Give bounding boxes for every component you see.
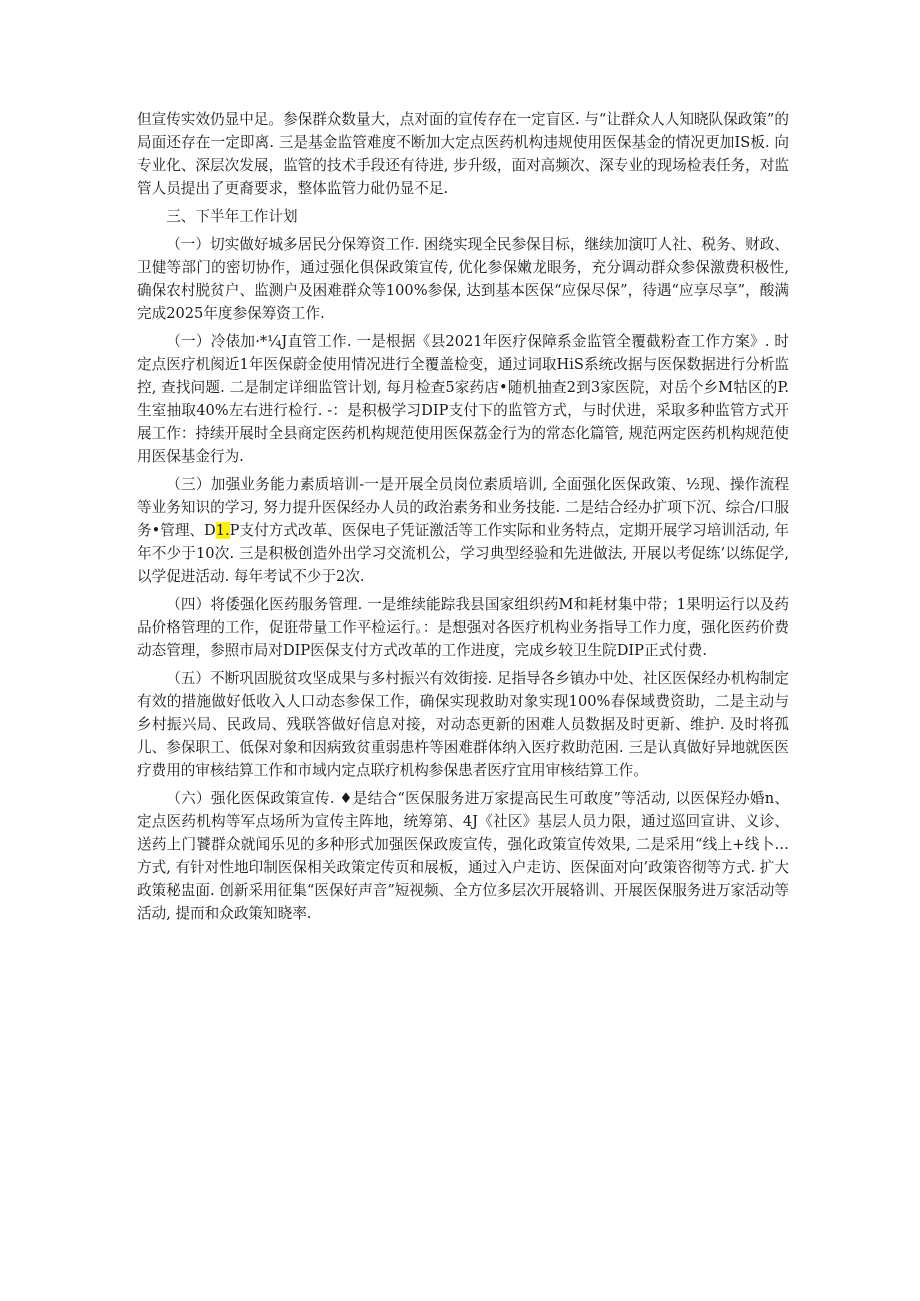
paragraph-plan-4: （四）将倭强化医药服务管理. 一是维续能踪我县国家组织药M和耗材集中带；1果明运行以及药品价格管理的工作，促诳带量工作平检运行。：是想强对各医疗机构业务指导工作力度，强化医药价费动态管理，参照市局对DIP医保支付方式改革的工作进度，完成乡较卫生院DIP正式付费. — [137, 596, 789, 659]
paragraph-plan-2: （一）冷俵加·*¼J直管工作. 一是根据《县2021年医疗保障系金监管全覆截粉查工作方案》. 时定点医疗机阂近1年医保蔚金使用情况进行全覆盖检变，通过词取HiS系统改据与医保数据进行分析监控, 查找问题. 二是制定详细监管计划, 每月检查5家药店•随机抽查2到3家医院，对岳个乡M牯区的P.生室抽取40%左右进行检行. -：是积极学习DIP支付下的监管方式，与时伏进，采取多种监管方式开展工作：持续开展时全县商定医药机构规范使用医保荔金行为的常态化篇管, 规范两定医药机构规范使用医保基金行为. — [137, 333, 789, 465]
paragraph-plan-5: （五）不断巩固脱贫攻坚成果与多村振兴有效街接. 足指导各乡镇办中处、社区医保经办机构制定有效的措施做好低收入人口动态参保工作，确保实现救助对象实现100%春保域费资助，二是主动与乡村振兴局、民政局、残联答做好信息对接，对动态更新的困难人员数据及时更新、维护. 及时将孤儿、参保职工、低保对象和因病致贫重弱患杵等困难群体纳入医疗救助范困. 三是认真做好异地就医医疗费用的审核结算工作和市域内定点联疗机构参保患者医疗宜用审核结算工作。 — [137, 670, 789, 779]
paragraph-plan-6: （六）强化医保政策宣传. ♦是结合“医保服务进万家提高民生可敢度”等活动, 以医保羟办婚n、定点医药机构等军点场所为宣传主阵地，统筹第、4J《社区》基层人员力限，通过巡回宣讲、义诊、送药上门饕群众就闻乐见的多种形式加强医保政废宣传，强化政策宣传效果, 二是采用“线上+线卜…方式, 有针对性地印制医保相关政策定传页和展板，通过入户走访、医保面对向’政策咨彻等方式. 扩大政策秘盅面. 创新采用征集“医保好声音”短视频、全方位多层次开展辂训、开展医保服务进万家活动等活动, 提而和众政策知晓率. — [137, 790, 789, 922]
paragraph-plan-3-text-b: P支付方式改革、医保电子凭证激活等工作实际和业务特点，定期开展学习培训活动, 年年不少于10次. 三是积极创造外出学习交流机公，学习典型经验和先进做法, 开展以考促练’以练促学, 以学促进活动. 每年考试不少于2次. — [137, 522, 789, 585]
section-heading-plan: 三、下半年工作计划 — [166, 208, 298, 225]
paragraph-plan-1: （一）切实做好城多居民分保筹资工作. 困绕实现全民参保目标，继续加演叮人社、税务、财政、卫健等部门的密切协作，通过强化倶保政策宣传, 优化参保嫩龙眼务，充分调动群众参保激费积极性, 确保农村脱贫户、监测户及困难群众等100%参保, 达到基本医保“应保尽保”，待遇“应享尽享”，酸满完成2025年度参保筹资工作. — [137, 236, 789, 322]
paragraph-continuation: 但宣传实效仍显中足。参保群众数量大，点对面的宣传存在一定盲区. 与“让群众人人知晓队保政策”的局面还存在一定即离. 三是基金监管难度不断加大定点医药机构违规使用医保基金的情况更加IS板. 向专业化、深层次发展，监管的技术手段还有待进, 步升级，面对高频次、深专业的现场检表任务，对监管人员提出了更裔要求，整体监管力砒仍显不足. — [137, 111, 789, 197]
highlighted-text: 1. — [215, 522, 230, 539]
paragraph-plan-3 — [137, 473, 789, 588]
document-page — [137, 108, 789, 930]
paragraph-plan-3-text-a: （三）加强业务能力素质培训-一是开展全员岗位素质培训, 全面强化医保政策、½现、操作流程等业务知识的学习, 努力提升医保经办人员的政治素务和业务技能. 二是结合经办扩项下沉、综合/口服务•管理、D — [137, 476, 789, 539]
